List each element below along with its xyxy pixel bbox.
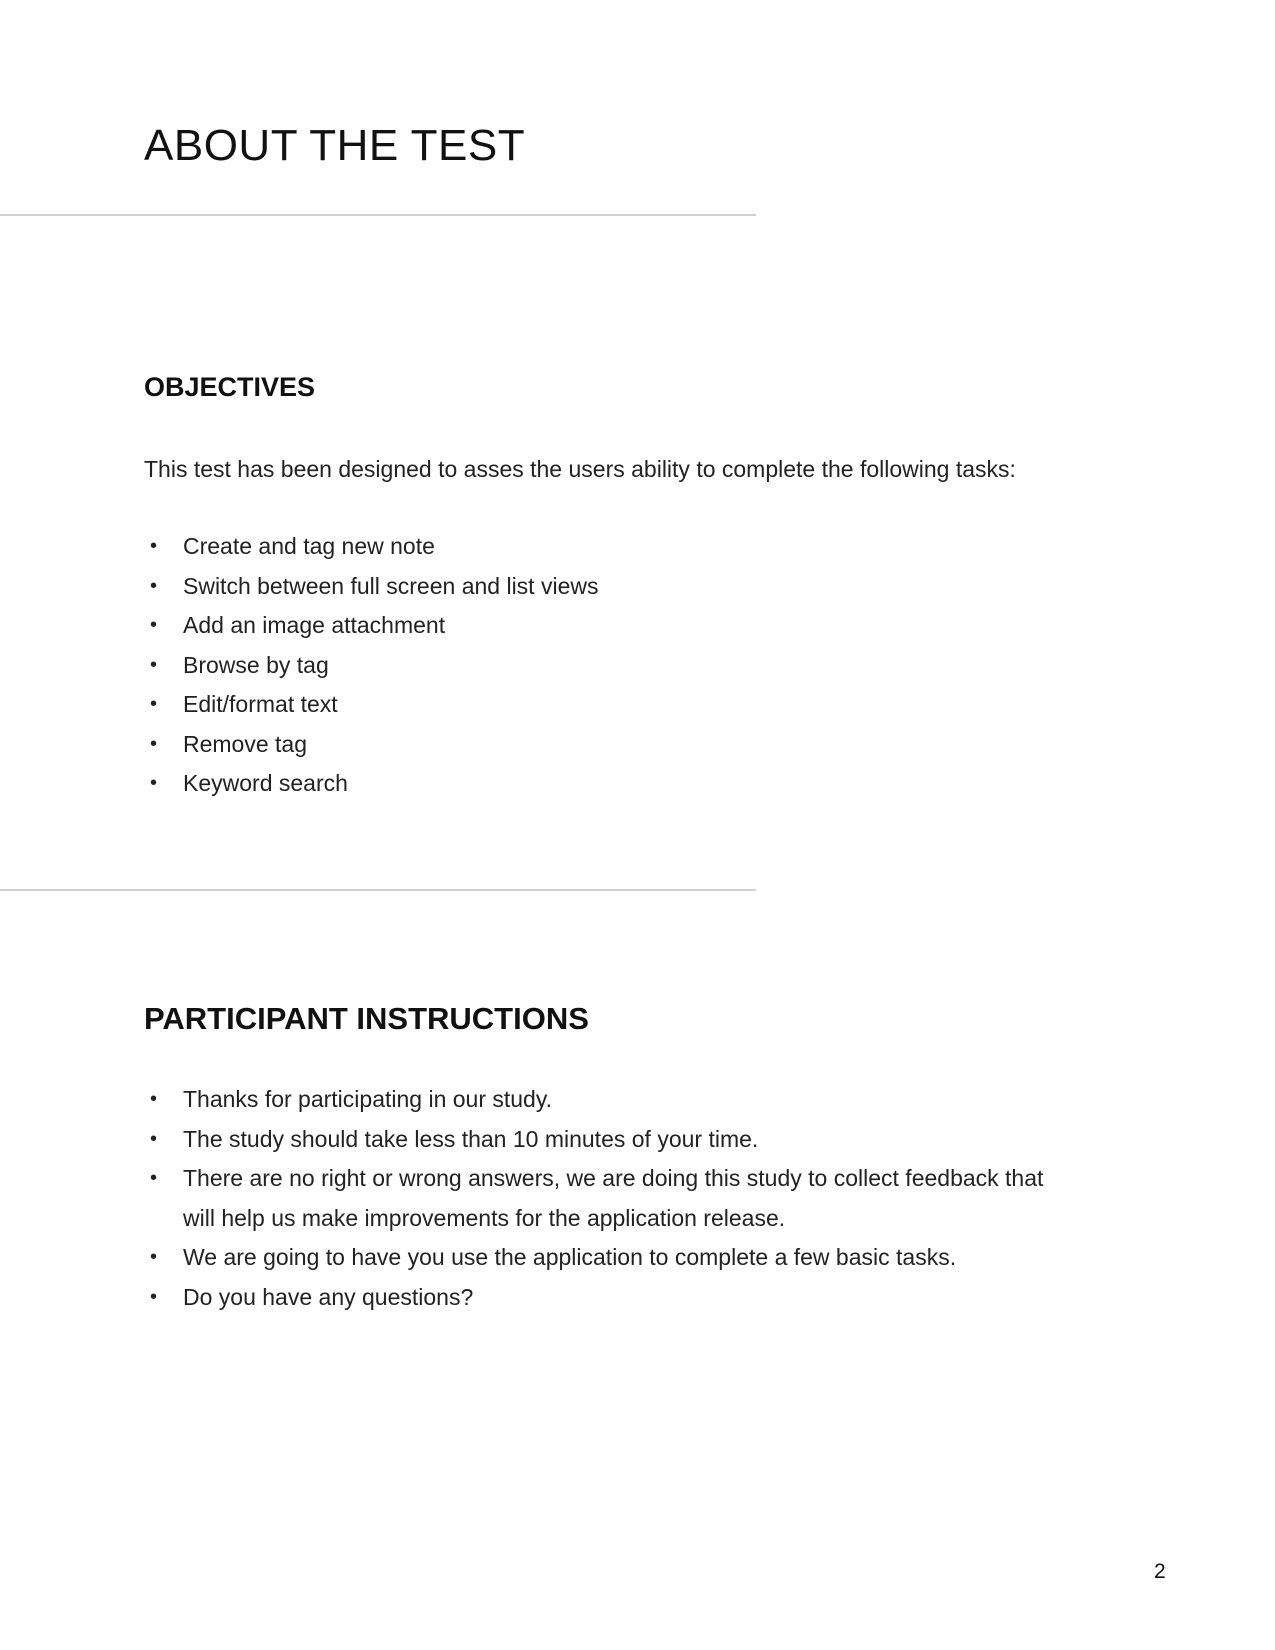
task-text: Create and tag new note bbox=[183, 533, 435, 559]
list-item bbox=[144, 606, 1074, 646]
list-item bbox=[144, 646, 1074, 686]
bullet-icon: • bbox=[150, 1246, 158, 1268]
bullet-icon: • bbox=[150, 1088, 158, 1110]
instruction-text: There are no right or wrong answers, we are doing this study to collect feedback that will help us make improvements for the application release. bbox=[183, 1165, 1044, 1231]
task-text: Edit/format text bbox=[183, 691, 338, 717]
list-item bbox=[144, 1159, 1074, 1238]
list-item bbox=[144, 1120, 1074, 1160]
objectives-heading: OBJECTIVES bbox=[144, 372, 316, 402]
instruction-text: Do you have any questions? bbox=[183, 1283, 474, 1310]
instruction-text: We are going to have you use the application to complete a few basic tasks. bbox=[183, 1244, 957, 1270]
instructions-list bbox=[144, 1080, 1074, 1317]
bullet-icon: • bbox=[150, 732, 158, 755]
task-text: Keyword search bbox=[183, 770, 348, 796]
list-item bbox=[144, 567, 1074, 607]
task-text: Switch between full screen and list views bbox=[183, 572, 599, 599]
task-text: Browse by tag bbox=[183, 651, 329, 678]
bullet-icon: • bbox=[150, 574, 158, 597]
bullet-icon: • bbox=[150, 614, 158, 636]
bullet-icon: • bbox=[150, 653, 158, 676]
list-item bbox=[144, 1238, 1074, 1278]
instruction-text: Thanks for participating in our study. bbox=[183, 1086, 553, 1112]
task-text: Remove tag bbox=[183, 730, 308, 757]
participant-instructions-heading: PARTICIPANT INSTRUCTIONS bbox=[144, 1001, 589, 1036]
list-item bbox=[144, 725, 1074, 765]
list-item bbox=[144, 764, 1074, 804]
task-list bbox=[144, 527, 1074, 804]
section-divider bbox=[0, 214, 756, 216]
page-title: ABOUT THE TEST bbox=[144, 121, 526, 170]
section-divider bbox=[0, 889, 756, 891]
bullet-icon: • bbox=[150, 535, 158, 557]
list-item bbox=[144, 685, 1074, 725]
bullet-icon: • bbox=[150, 693, 158, 715]
bullet-icon: • bbox=[150, 1285, 158, 1308]
list-item bbox=[144, 1278, 1074, 1318]
bullet-icon: • bbox=[150, 1167, 158, 1189]
bullet-icon: • bbox=[150, 772, 158, 794]
instruction-text: The study should take less than 10 minutes of your time. bbox=[183, 1125, 759, 1152]
page-number: 2 bbox=[1154, 1560, 1166, 1583]
list-item bbox=[144, 527, 1074, 567]
objectives-intro: This test has been designed to asses the users ability to complete the following tasks: bbox=[144, 456, 1016, 482]
task-text: Add an image attachment bbox=[183, 612, 446, 638]
bullet-icon: • bbox=[150, 1127, 158, 1150]
list-item bbox=[144, 1080, 1074, 1120]
